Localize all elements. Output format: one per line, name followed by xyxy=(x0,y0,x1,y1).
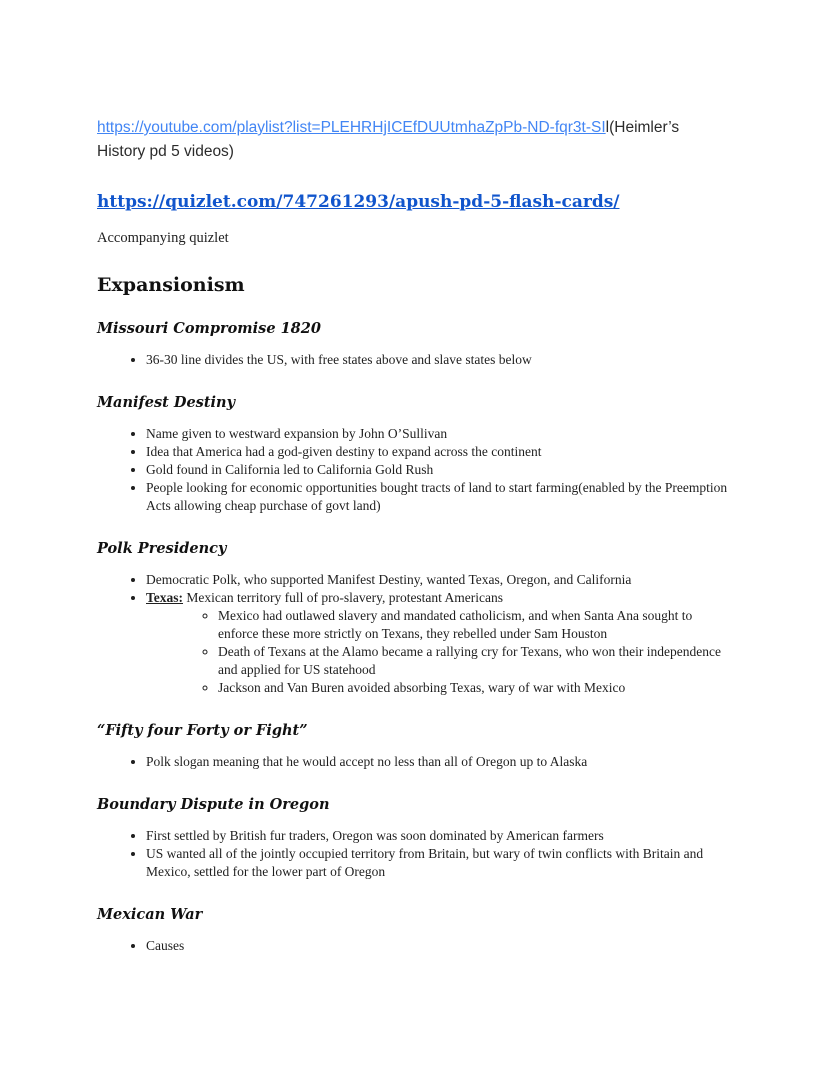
bullet-text: Polk slogan meaning that he would accept no less than all of Oregon up to Alaska xyxy=(146,754,588,769)
page-title: Expansionism xyxy=(97,274,245,296)
sub-bullet-text: Jackson and Van Buren avoided absorbing Texas, wary of war with Mexico xyxy=(218,680,626,695)
list-item xyxy=(146,443,731,461)
bullet-text: Gold found in California led to California Gold Rush xyxy=(146,462,434,477)
bullet-list xyxy=(97,827,731,881)
list-item xyxy=(146,479,731,515)
section xyxy=(97,320,731,369)
bullet-text: US wanted all of the jointly occupied territory from Britain, but wary of twin conflicts with Britain and Mexico, settled for the lower part of Oregon xyxy=(146,846,704,879)
section xyxy=(97,906,731,955)
quizlet-link[interactable]: https://quizlet.com/747261293/apush-pd-5-flash-cards/ xyxy=(97,192,620,212)
youtube-link-suffix: l(Heimler’s History pd 5 videos) xyxy=(97,119,680,160)
sub-list-item xyxy=(218,679,731,697)
bullet-text: 36-30 line divides the US, with free states above and slave states below xyxy=(146,352,532,367)
bullet-text: Idea that America had a god-given destiny to expand across the continent xyxy=(146,444,542,459)
bullet-list xyxy=(97,937,731,955)
bullet-list xyxy=(97,753,731,771)
section-heading: Missouri Compromise 1820 xyxy=(97,320,321,337)
sub-list-item xyxy=(218,607,731,643)
quizlet-heading xyxy=(97,192,731,212)
section-heading: Manifest Destiny xyxy=(97,394,236,411)
section-heading: Boundary Dispute in Oregon xyxy=(97,796,330,813)
list-item xyxy=(146,937,731,955)
list-item xyxy=(146,425,731,443)
bullet-text: Democratic Polk, who supported Manifest Destiny, wanted Texas, Oregon, and California xyxy=(146,572,632,587)
section-heading: Polk Presidency xyxy=(97,540,227,557)
sections-container xyxy=(97,320,731,955)
section xyxy=(97,796,731,881)
list-item xyxy=(146,571,731,589)
list-item xyxy=(146,589,731,697)
sub-bullet-text: Mexico had outlawed slavery and mandated catholicism, and when Santa Ana sought to enforce these more strictly on Texans, they rebelled under Sam Houston xyxy=(218,608,693,641)
list-item xyxy=(146,827,731,845)
sub-list-item xyxy=(218,643,731,679)
section xyxy=(97,394,731,515)
section xyxy=(97,722,731,771)
bullet-lead: Texas: xyxy=(146,590,184,605)
bullet-list xyxy=(97,351,731,369)
sub-bullet-text: Death of Texans at the Alamo became a rallying cry for Texans, who won their independence and applied for US statehood xyxy=(218,644,721,677)
bullet-list xyxy=(97,571,731,697)
section xyxy=(97,540,731,697)
bullet-text: First settled by British fur traders, Oregon was soon dominated by American farmers xyxy=(146,828,604,843)
list-item xyxy=(146,845,731,881)
bullet-text: People looking for economic opportunities bought tracts of land to start farming(enabled by the Preemption Acts allowing cheap purchase of govt land) xyxy=(146,480,728,513)
bullet-text: Mexican territory full of pro-slavery, protestant Americans xyxy=(186,590,504,605)
section-heading: Mexican War xyxy=(97,906,203,923)
list-item xyxy=(146,753,731,771)
bullet-text: Name given to westward expansion by John O’Sullivan xyxy=(146,426,448,441)
youtube-playlist-link[interactable]: https://youtube.com/playlist?list=PLEHRHjICEfDUUtmhaZpPb-ND-fqr3t-SI xyxy=(97,119,606,136)
youtube-link-paragraph xyxy=(97,116,731,164)
list-item xyxy=(146,461,731,479)
bullet-text: Causes xyxy=(146,938,185,953)
section-heading: “Fifty four Forty or Fight” xyxy=(97,722,308,739)
sub-bullet-list xyxy=(146,607,731,697)
quizlet-caption: Accompanying quizlet xyxy=(97,230,229,246)
bullet-list xyxy=(97,425,731,515)
list-item xyxy=(146,351,731,369)
